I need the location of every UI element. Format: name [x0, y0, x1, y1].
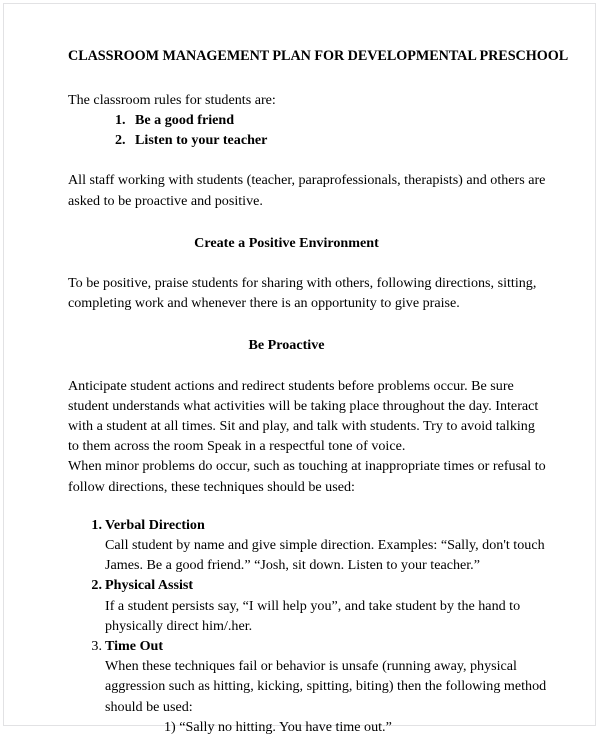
- section-paragraph-be-proactive-minor-problems: When minor problems do occur, such as touching at inappropriate times or refusal to follow directions, these techniques should be used:: [68, 458, 546, 495]
- techniques-list: [68, 515, 548, 717]
- list-item: [68, 575, 548, 636]
- section-paragraph-create-a-positive-environment: To be positive, praise students for sharing with others, following directions, sitting, completing work and whenever there is an opportunity to give praise.: [68, 274, 537, 312]
- list-item: [68, 130, 548, 150]
- technique-label: Physical Assist: [105, 577, 194, 594]
- technique-number: 1.: [91, 516, 102, 533]
- technique-body: When these techniques fail or behavior is unsafe (running away, physical aggression such as hitting, kicking, spitting, biting) then the following method should be used:: [105, 658, 547, 715]
- timeout-subitem: 1) “Sally no hitting. You have time out.”: [164, 718, 392, 735]
- rule-text: Be a good friend: [135, 111, 235, 128]
- section-heading-create-a-positive-environment: Create a Positive Environment: [194, 234, 379, 251]
- technique-number: 2.: [91, 577, 102, 594]
- rule-text: Listen to your teacher: [135, 132, 268, 149]
- document-title: CLASSROOM MANAGEMENT PLAN FOR DEVELOPMENTAL PRESCHOOL: [68, 48, 569, 64]
- technique-label: Time Out: [105, 638, 164, 655]
- list-item: [68, 110, 548, 130]
- staff-paragraph: All staff working with students (teacher, paraprofessionals, therapists) and others are asked to be proactive and positive.: [68, 172, 546, 209]
- section-heading-be-proactive: Be Proactive: [248, 337, 325, 354]
- rule-number: 1.: [115, 111, 126, 128]
- classroom-rules-list: [68, 110, 548, 150]
- section-paragraph-be-proactive: Anticipate student actions and redirect students before problems occur. Be sure student understands what activities will be taking place throughout the day. Interact with a student at all times. Sit and play, and talk with students. Try to avoid talking to them across the room Speak in a respectful tone of voice.: [68, 377, 539, 455]
- intro-line: The classroom rules for students are:: [68, 91, 276, 108]
- rule-number: 2.: [115, 132, 126, 149]
- list-item: [68, 515, 548, 576]
- technique-body: If a student persists say, “I will help you”, and take student by the hand to physically direct him/.her.: [105, 597, 521, 634]
- technique-body: Call student by name and give simple direction. Examples: “Sally, don't touch James. Be a good friend.” “Josh, sit down. Listen to your teacher.”: [105, 537, 545, 574]
- technique-label: Verbal Direction: [105, 516, 205, 533]
- list-item: [68, 636, 548, 717]
- technique-number: 3.: [91, 638, 102, 655]
